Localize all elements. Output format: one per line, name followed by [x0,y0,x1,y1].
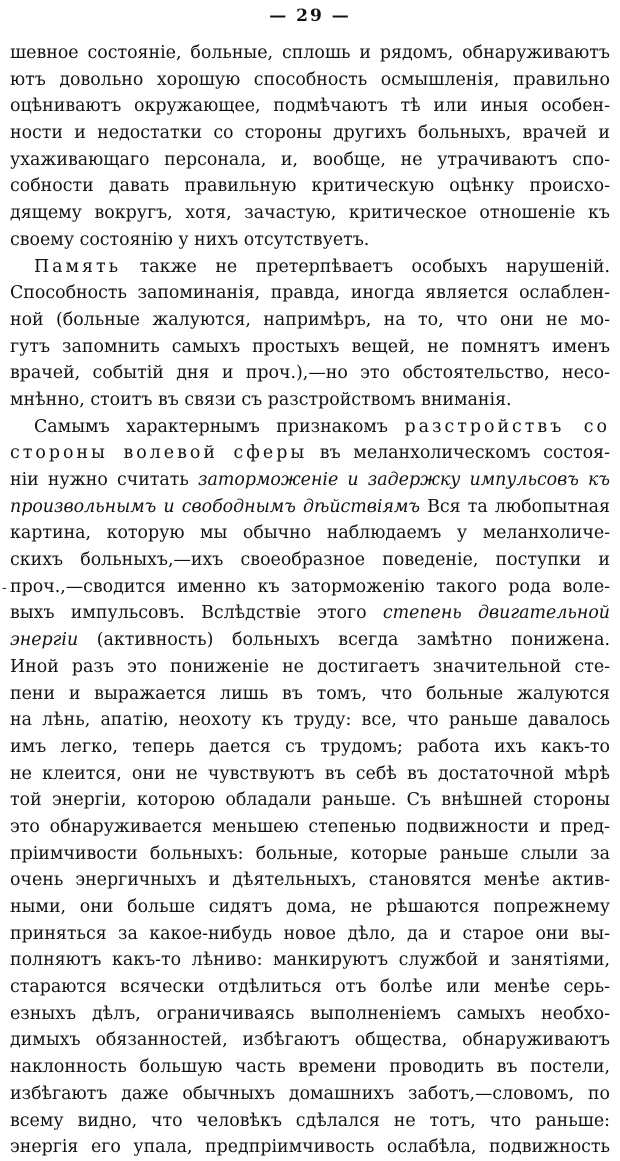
text-line: наклонность большую часть времени проводить въ постели, [10,1057,610,1078]
text-line: картина, которую мы обычно наблюдаемъ у меланхоличе- [10,523,610,544]
margin-mark: - [2,580,7,596]
italic-phrase: энергіи [10,630,79,651]
text-line: Способность запоминанія, правда, иногда является ослаблен- [10,283,610,304]
text-line: своему состоянію у нихъ отсутствуетъ. [10,229,370,250]
text-line: это обнаруживается меньшею степенью подвижности и пред- [10,816,610,837]
italic-phrase: произвольнымъ и свободнымъ дѣйствіямъ [10,496,420,517]
text-line: пріимчивости больныхъ: больные, которые раньше слыли за [10,843,610,864]
page-number: — 29 — [269,6,351,26]
text-run: (активность) больныхъ всегда замѣтно понижена. [78,630,610,651]
text-line: энергія его упала, предпріимчивость ослабѣла, подвижность [10,1137,610,1158]
text-run: Вся та любопытная [419,496,610,517]
text-line: врачей, событій дня и проч.),—но это обстоятельство, несо- [10,363,610,384]
text-line: езныхъ дѣлъ, ограничиваясь выполненіемъ самыхъ необхо- [10,1003,610,1024]
text-line: ной (больные жалуются, напримѣръ, на то, что они не мо- [10,309,610,330]
text-line [10,440,610,467]
text-line: проч.,—сводится именно къ заторможенію такого рода воле- [10,576,610,597]
text-line: очень энергичныхъ и дѣятельныхъ, становятся менѣе актив- [10,870,610,891]
text-run: выхъ импульсовъ. Вслѣдствіе этого [10,603,383,624]
text-line: скихъ больныхъ,—ихъ своеобразное поведеніе, поступки и [10,550,610,571]
text-line: ности и недостатки со стороны другихъ больныхъ, врачей и [10,123,610,144]
text-line: шевное состояніе, больные, сплошь и рядомъ, обнаруживаютъ [10,43,610,63]
text-line: всему видно, что человѣкъ сдѣлался не тотъ, что раньше: [10,1110,610,1131]
text-line: имъ легко, теперь дается съ трудомъ; работа ихъ какъ-то [10,736,610,757]
text-line: стараются всячески отдѣлиться отъ болѣе или менѣе серь- [10,977,610,998]
text-line: дящему вокругъ, хотя, зачастую, критическое отношеніе къ [10,203,610,224]
text-run: въ меланхолическомъ состоя- [307,443,610,464]
text-line: приняться за какое-нибудь новое дѣло, да и старое они вы- [10,923,610,944]
text-line [10,467,610,494]
paragraph-start [10,254,610,281]
text-line: на лѣнь, апатію, неохоту къ труду: все, что раньше давалось [10,710,610,731]
text-run: ніи нужно считать [10,470,199,490]
text-line: гутъ запомнить самыхъ простыхъ вещей, не помнятъ именъ [10,336,610,357]
text-line: пени и выражается лишь въ томъ, что больные жалуются [10,683,610,704]
text-line: избѣгаютъ даже обычныхъ домашнихъ заботъ,—словомъ, по [10,1083,610,1104]
italic-phrase: степень двигательной [382,603,610,624]
text-line: димыхъ обязанностей, избѣгаютъ общества, обнаруживаютъ [10,1030,610,1051]
text-line: ютъ довольно хорошую способность осмышленія, правильно [10,69,610,90]
text-line [10,494,610,521]
spaced-term: Память [34,256,122,277]
text-line [10,600,610,627]
text-line: собности давать правильную критическую оцѣнку происхо- [10,176,610,197]
spaced-term: стороны волевой сферы [10,443,308,464]
italic-phrase: заторможеніе и задержку импульсовъ къ [198,470,610,490]
text-line: оцѣниваютъ окружающее, подмѣчаютъ тѣ или иныя особен- [10,96,610,117]
text-line: полняютъ какъ-то лѣниво: манкируютъ службой и занятіями, [10,950,610,971]
text-line: ухаживающаго персонала, и, вообще, не утрачиваютъ спо- [10,149,610,170]
text-run: также не претерпѣваетъ особыхъ нарушеній. [121,256,610,277]
text-line: Иной разъ это пониженіе не достигаетъ значительной сте- [10,656,610,677]
text-line: той энергіи, которою обладали раньше. Съ внѣшней стороны [10,790,610,811]
text-line [10,627,610,654]
text-line: ными, они больше сидятъ дома, не рѣшаются попрежнему [10,897,610,917]
spaced-term: разстройствъ со [404,416,610,437]
body-text [10,40,610,1161]
text-line: мнѣнно, стоитъ въ связи съ разстройствомъ вниманія. [10,389,512,410]
text-line: не клеится, они не чувствуютъ въ себѣ въ достаточной мѣрѣ [10,763,610,784]
text-run: Самымъ характернымъ признакомъ [34,416,405,437]
paragraph-start [10,414,610,441]
